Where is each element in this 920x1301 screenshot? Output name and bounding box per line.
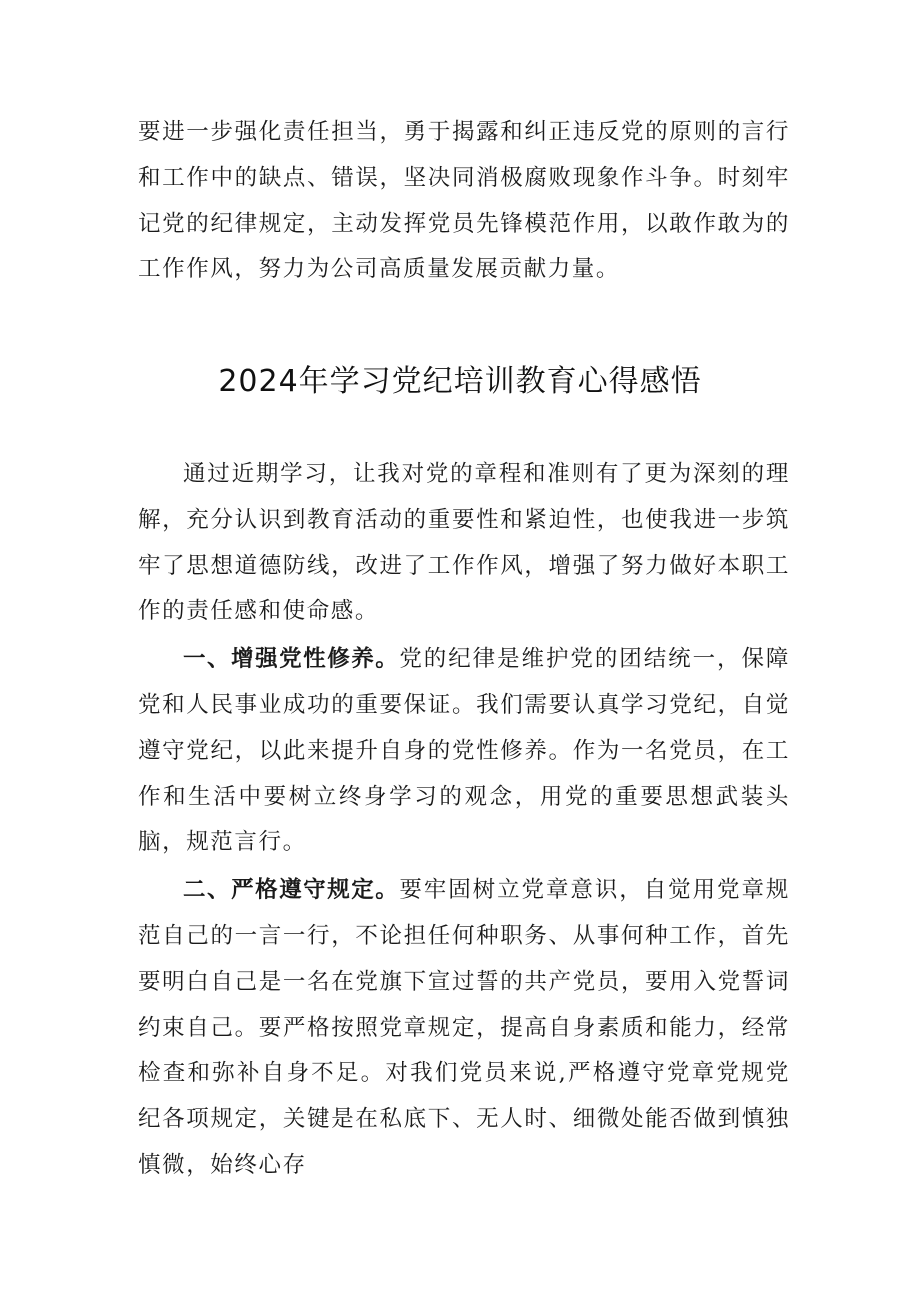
section-one-paragraph (138, 637, 790, 866)
section-one-body: 党的纪律是维护党的团结统一，保障党和人民事业成功的重要保证。我们需要认真学习党纪，自觉遵守党纪，以此来提升自身的党性修养。作为一名党员，在工作和生活中要树立终身学习的观念，用党的重要思想武装头脑，规范言行。 (138, 646, 790, 856)
opening-paragraph: 通过近期学习，让我对党的章程和准则有了更为深刻的理解，充分认识到教育活动的重要性和紧迫性，也使我进一步筑牢了思想道德防线，改进了工作作风，增强了努力做好本职工作的责任感和使命感。 (138, 461, 790, 625)
section-one-heading: 一、增强党性修养。 (183, 646, 400, 673)
section-two-paragraph (138, 868, 790, 1189)
intro-paragraph: 要进一步强化责任担当，勇于揭露和纠正违反党的原则的言行和工作中的缺点、错误，坚决同消极腐败现象作斗争。时刻牢记党的纪律规定，主动发挥党员先锋模范作用，以敢作敢为的工作作风，努力为公司高质量发展贡献力量。 (138, 119, 790, 283)
document-title: 2024年学习党纪培训教育心得感悟 (218, 364, 702, 399)
section-two-heading: 二、严格遵守规定。 (183, 877, 400, 904)
section-two-body: 要牢固树立党章意识，自觉用党章规范自己的一言一行，不论担任何种职务、从事何种工作，首先要明白自己是一名在党旗下宣过誓的共产党员，要用入党誓词约束自己。要严格按照党章规定，提高自身素质和能力，经常检查和弥补自身不足。对我们党员来说,严格遵守党章党规党纪各项规定，关键是在私底下、无人时、细微处能否做到慎独慎微，始终心存 (138, 877, 790, 1178)
article-body (138, 452, 790, 1191)
